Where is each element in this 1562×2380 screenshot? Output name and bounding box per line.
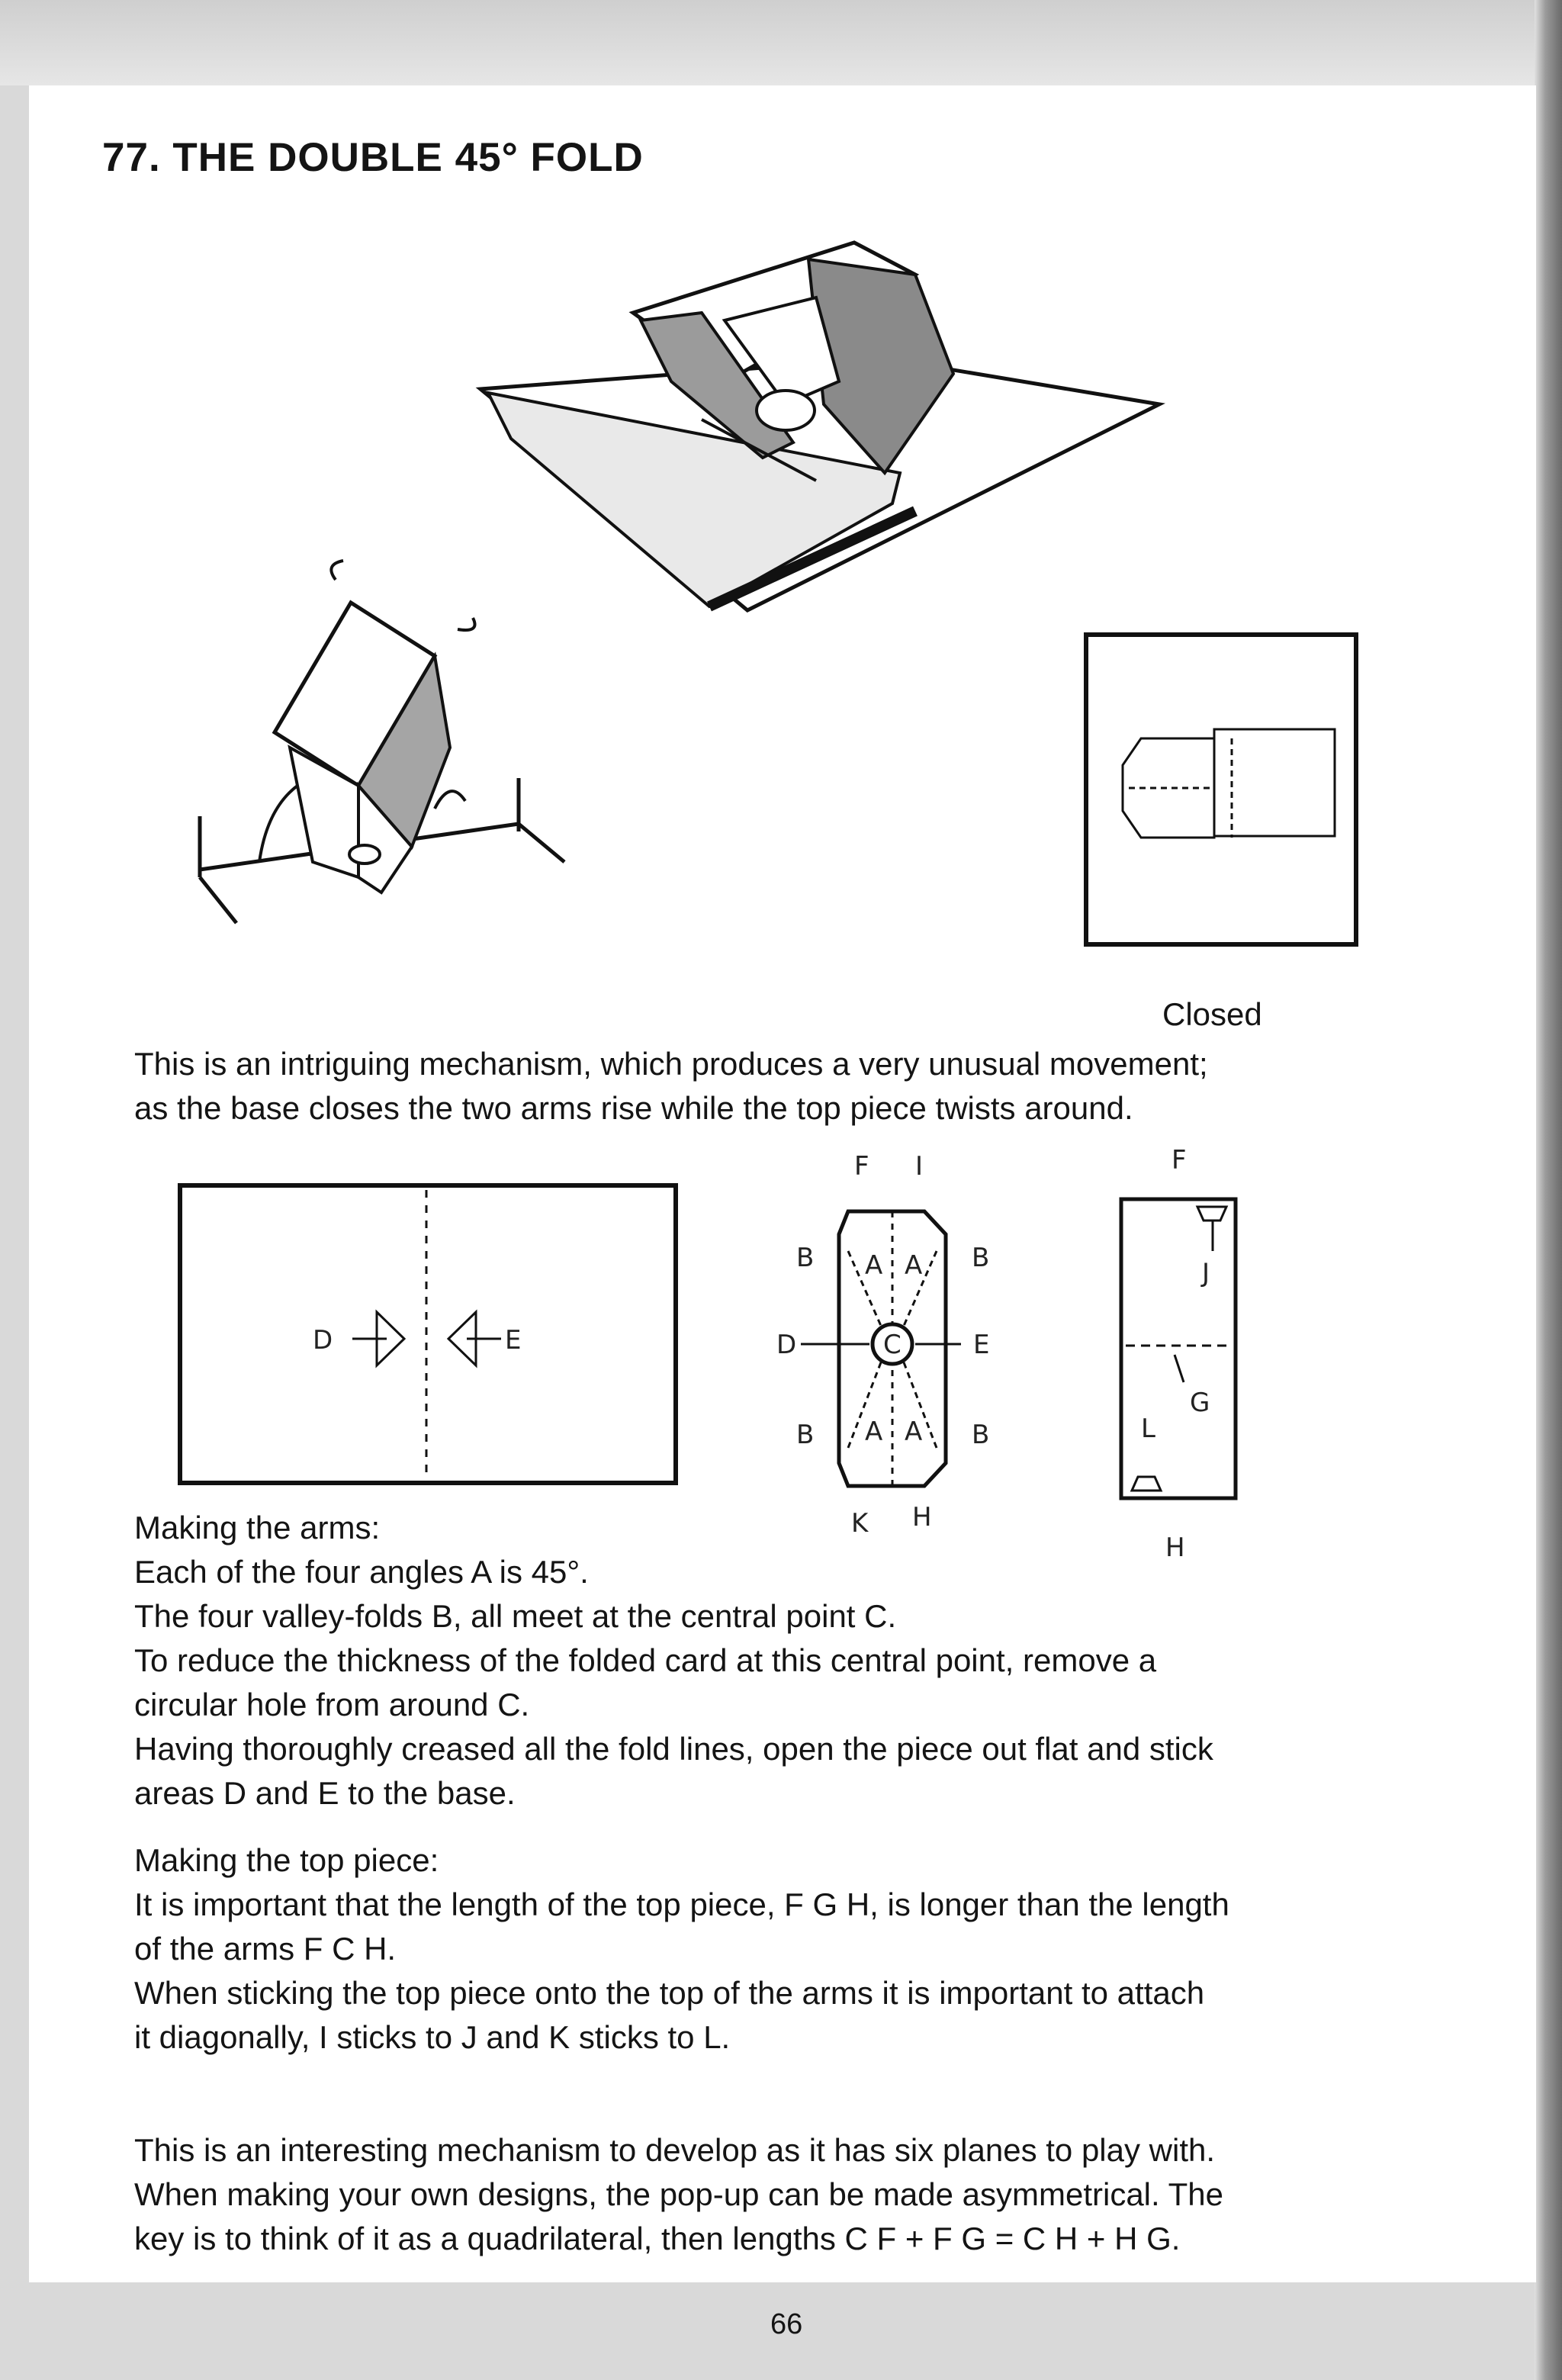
label-k: K	[851, 1508, 869, 1539]
top-piece-instructions	[134, 1838, 1229, 2060]
closed-caption: Closed	[1162, 996, 1262, 1032]
label-d: D	[313, 1325, 333, 1356]
instruction-line: it diagonally, I sticks to J and K sticks to L.	[134, 2019, 731, 2055]
intro-line: This is an intriguing mechanism, which produces a very unusual movement;	[134, 1046, 1208, 1082]
paragraph-line: When making your own designs, the pop-up can be made asymmetrical. The	[134, 2176, 1223, 2212]
label-c: C	[883, 1330, 902, 1360]
arms-diagram	[763, 1144, 1022, 1541]
label-i: I	[915, 1151, 924, 1182]
label-b: B	[972, 1420, 990, 1450]
label-l: L	[1141, 1414, 1155, 1444]
scan-margin-right	[1535, 0, 1562, 2380]
side-view-illustration	[183, 557, 580, 938]
label-g: G	[1190, 1388, 1210, 1418]
base-diagram	[177, 1182, 680, 1488]
label-a: A	[905, 1250, 923, 1281]
instruction-line: Having thoroughly creased all the fold lines, open the piece out flat and stick	[134, 1731, 1213, 1767]
label-h: H	[1165, 1533, 1185, 1563]
page-title: 77. THE DOUBLE 45° FOLD	[102, 135, 644, 180]
paragraph-line: key is to think of it as a quadrilateral, then lengths C F + F G = C H + H G.	[134, 2221, 1181, 2256]
instruction-line: It is important that the length of the top piece, F G H, is longer than the length	[134, 1886, 1229, 1922]
label-a: A	[865, 1417, 883, 1447]
instruction-line: To reduce the thickness of the folded card at this central point, remove a	[134, 1642, 1157, 1678]
instruction-line: of the arms F C H.	[134, 1931, 397, 1967]
intro-line: as the base closes the two arms rise while the top piece twists around.	[134, 1090, 1133, 1126]
label-a: A	[905, 1417, 923, 1447]
closing-paragraph	[134, 2128, 1223, 2261]
section-heading: Making the arms:	[134, 1510, 381, 1545]
label-b: B	[972, 1243, 990, 1273]
intro-paragraph	[134, 1042, 1208, 1130]
label-f: F	[854, 1151, 869, 1182]
label-e: E	[505, 1325, 522, 1356]
label-f: F	[1172, 1145, 1187, 1176]
page-number: 66	[770, 2308, 803, 2340]
label-b: B	[796, 1420, 815, 1450]
label-h: H	[912, 1502, 932, 1533]
label-e: E	[973, 1330, 990, 1360]
instruction-line: circular hole from around C.	[134, 1687, 530, 1722]
instruction-line: areas D and E to the base.	[134, 1775, 516, 1811]
instruction-line: When sticking the top piece onto the top of the arms it is important to attach	[134, 1975, 1205, 2011]
scan-margin-top	[0, 0, 1562, 85]
paragraph-line: This is an interesting mechanism to develop as it has six planes to play with.	[134, 2132, 1216, 2168]
label-d: D	[776, 1330, 797, 1360]
closed-view-illustration	[1083, 632, 1361, 949]
arms-instructions	[134, 1506, 1213, 1816]
label-a: A	[865, 1250, 883, 1281]
label-j: J	[1202, 1258, 1210, 1288]
label-b: B	[796, 1243, 815, 1273]
instruction-line: The four valley-folds B, all meet at the central point C.	[134, 1598, 897, 1634]
instruction-line: Each of the four angles A is 45°.	[134, 1554, 589, 1590]
section-heading: Making the top piece:	[134, 1842, 439, 1878]
